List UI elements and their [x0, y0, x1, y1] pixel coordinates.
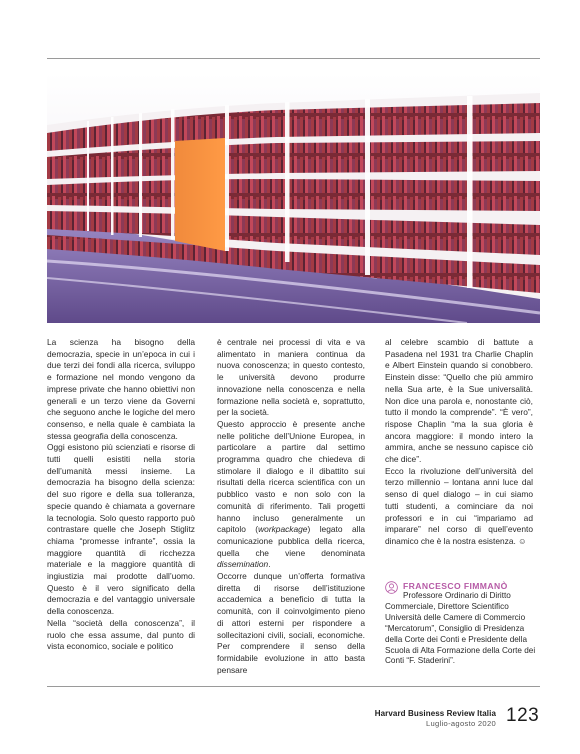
paragraph: Oggi esistono più scienziati e risorse di tutti quelli esistiti nella storia dell’umanità messi insieme. La democrazia ha bisogno della scienza: del suo rigore e della sua tolleranza, specie quando è chiamata a governare la tecnologia. Solo questo rapporto può contrastare quelle che Joseph Stiglitz chiama “promesse infrante”, ossia la maggiore quantità di ricchezza materiale e la maggiore quantità di ingiustizia mai prodotte dall’uomo. Questo è il vero significato della democrazia e del vantaggio universale della conoscenza.: [47, 442, 195, 617]
library-photo: [47, 73, 540, 323]
text-column-2: [217, 337, 365, 676]
italic-term-workpackage: workpackage: [258, 524, 308, 535]
bottom-rule: [47, 686, 540, 687]
page-number: 123: [506, 705, 540, 726]
paragraph: al celebre scambio di battute a Pasadena nel 1931 tra Charlie Chaplin e Albert Einstein quando si conobbero. Einstein disse: “Quello che più ammiro nella Sua arte, è la Sue universalità. Non dice una parola e, nonostante ciò, tutto il mondo la comprende”. “È vero”, rispose Chaplin “ma la sua gloria è ancora maggiore: il mondo intero la ammira, anche se nessuno capisce ciò che dice”.: [385, 337, 533, 465]
issue-date: Luglio-agosto 2020: [426, 719, 496, 728]
italic-term-dissemination: dissemination: [217, 559, 269, 570]
paragraph: è centrale nei processi di vita e va alimentato in maniera continua da nuova conoscenza; in questo contesto, le università devono produrre innovazione nella conoscenza e nella formazione nella società e, soprattutto, per la società.: [217, 337, 365, 418]
text-run: .: [268, 559, 271, 570]
paragraph: Occorre dunque un’offerta formativa diretta di risorse dell’istituzione accademica a beneficio di tutta la comunità, con il coinvolgimento pieno di attori esterni per rispondere a sollecitazioni civili, sociali, economiche. Per comprendere il senso della formidabile evoluzione in atto basta pensare: [217, 571, 365, 675]
author-name: FRANCESCO FIMMANÒ: [403, 581, 508, 591]
paragraph: [217, 419, 365, 571]
text-run: ) legato alla comunicazione pubblica della ricerca, quella che viene denominata: [217, 524, 365, 558]
text-column-3: [385, 337, 533, 548]
paragraph: La scienza ha bisogno della democrazia, specie in un’epoca in cui i due terzi dei fondi alla ricerca, sviluppo e formazione nel mondo vengono da imprese private che hanno obiettivi non generali e un terzo viene da Governi che seguono anche le logiche del mero consenso, e nella quale è cambiata la stessa geografia della conoscenza.: [47, 337, 195, 441]
text-run: Questo approccio è presente anche nelle politiche dell’Unione Europea, in particolare a partire dal settimo programma quadro che chiedeva di stimolare il dialogo e il dibattito sui risultati della ricerca scientifica con un pubblico vasto e non solo con la comunità di riferimento. Tali progetti hanno incluso generalmente un capitolo (: [217, 418, 365, 535]
paragraph: Nella “società della conoscenza”, il ruolo che essa assume, dal punto di vista economico, sociale e politico: [47, 617, 195, 652]
paragraph: Ecco la rivoluzione dell’università del terzo millennio – lontana anni luce dal senso di quel dialogo – in cui siamo tutti studenti, a cominciare da noi professori e in cui “impariamo ad imparare” nel corso di quell’evento dinamico che è la nostra esistenza. ☺: [385, 465, 533, 546]
text-column-1: [47, 337, 195, 653]
page-footer: [375, 709, 496, 728]
top-rule: [47, 58, 540, 59]
author-bio: Professore Ordinario di Diritto Commerciale, Direttore Scientifico Università delle Camere di Commercio “Mercatorum”, Consiglio di Presidenza della Corte dei Conti e Presidente della Scuola di Alta Formazione della Corte dei Conti “F. Staderini”.: [385, 591, 536, 666]
magazine-title: Harvard Business Review Italia: [374, 709, 496, 718]
